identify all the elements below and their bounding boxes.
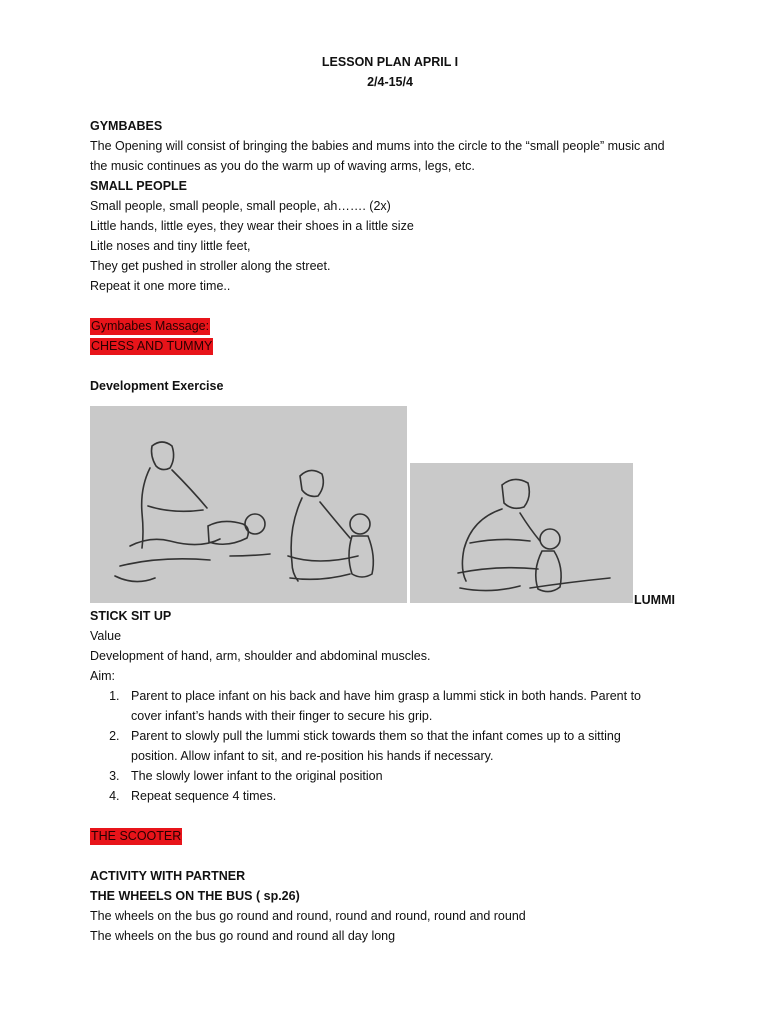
document-title: LESSON PLAN APRIL I — [321, 55, 459, 69]
song-heading-small-people: SMALL PEOPLE — [90, 179, 188, 193]
aim-step: 4. Repeat sequence 4 times. — [123, 786, 690, 806]
gymbabes-heading: GYMBABES — [90, 119, 163, 133]
development-heading: Development Exercise — [90, 379, 224, 393]
exercise-title: STICK SIT UP — [90, 609, 172, 623]
aim-steps-list — [90, 686, 690, 806]
aim-step: 2. Parent to slowly pull the lummi stick towards them so that the infant comes up to a sitting position. Allow infant to sit, and re-position his hands if necessary. — [123, 726, 690, 766]
exercise-photos — [90, 406, 690, 606]
song-line: Repeat it one more time.. — [90, 279, 231, 293]
partner-song-title: THE WHEELS ON THE BUS ( sp.26) — [90, 889, 300, 903]
scooter-highlight-label: THE SCOOTER — [91, 829, 182, 843]
aim-step: 3. The slowly lower infant to the original position — [123, 766, 690, 786]
song-line: The wheels on the bus go round and round, round and round, round and round — [90, 909, 526, 923]
parent-infant-sketch-icon — [90, 406, 407, 603]
exercise-photo-1 — [90, 406, 407, 603]
gymbabes-intro-line: The Opening will consist of bringing the babies and mums into the circle to the “small people” music and — [90, 139, 665, 153]
gymbabes-intro-line: the music continues as you do the warm up of waving arms, legs, etc. — [90, 159, 475, 173]
song-line: Litle noses and tiny little feet, — [90, 239, 251, 253]
parent-infant-sketch-icon — [410, 463, 633, 603]
document-date-range: 2/4-15/4 — [367, 75, 413, 89]
massage-highlight-sub: CHESS AND TUMMY — [91, 339, 213, 353]
song-line: The wheels on the bus go round and round all day long — [90, 929, 396, 943]
lummi-label: LUMMI — [634, 593, 675, 607]
exercise-photo-2 — [410, 463, 633, 603]
value-label: Value — [90, 629, 122, 643]
song-line: They get pushed in stroller along the street. — [90, 259, 331, 273]
massage-highlight-label: Gymbabes Massage: — [91, 319, 210, 333]
partner-heading: ACTIVITY WITH PARTNER — [90, 869, 246, 883]
song-line: Little hands, little eyes, they wear their shoes in a little size — [90, 219, 414, 233]
aim-step: 1. Parent to place infant on his back and have him grasp a lummi stick in both hands. Parent to cover infant’s hands with their finger to secure his grip. — [123, 686, 690, 726]
song-line: Small people, small people, small people, ah……. (2x) — [90, 199, 391, 213]
aim-label: Aim: — [90, 669, 115, 683]
value-text: Development of hand, arm, shoulder and abdominal muscles. — [90, 649, 431, 663]
document-page — [90, 52, 690, 946]
